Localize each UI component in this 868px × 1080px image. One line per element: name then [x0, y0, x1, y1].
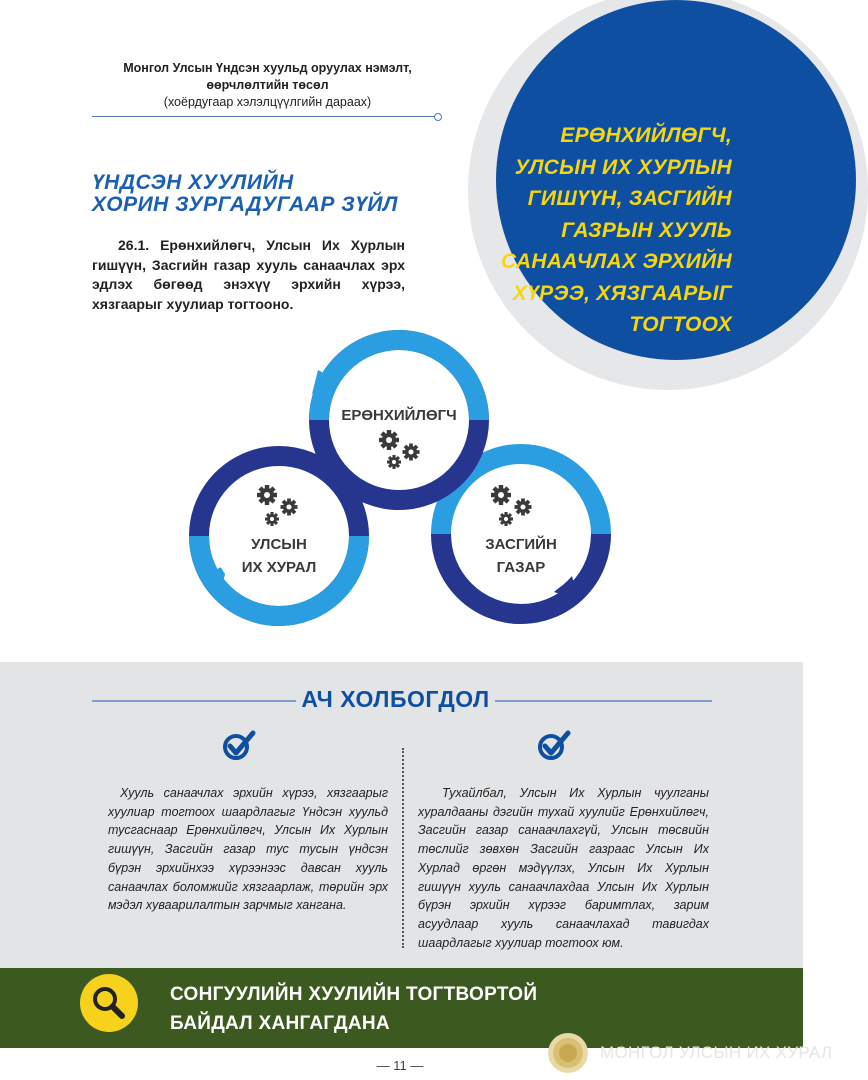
- label-government-line-2: ГАЗАР: [496, 559, 546, 576]
- banner-title: [170, 980, 537, 1038]
- watermark: МОНГОЛ УЛСЫН ИХ ХУРАЛ: [600, 1043, 833, 1062]
- article-title: [92, 172, 398, 216]
- label-government-line-1: ЗАСГИЙН: [485, 536, 557, 553]
- significance-right-text: Тухайлбал, Улсын Их Хурлын чуулганы хуралдааны дэгийн тухай хуулийг Ерөнхийлөгч, Засгийн газар санаачлахгүй, Улсын төсвийн төслийг зөвхөн Засгийн газраас Улсын Их Хурлад өргөн мэдүүлэх, Улсын Их Хурлын гишүүн хууль санаачлахдаа Улсын Их Хурлын бүрэн эрхийн хүрээг баримтлах, зарим асуудлаар хууль санаачлахад тавигдах шаардлагыг хуулиар тогтоох юм.: [418, 786, 709, 950]
- highlight-line: ГИШҮҮН, ЗАСГИЙН: [527, 187, 732, 210]
- banner-line-2: БАЙДАЛ ХАНГАГДАНА: [170, 1013, 390, 1034]
- significance-rule-left: [92, 700, 296, 702]
- banner-line-1: СОНГУУЛИЙН ХУУЛИЙН ТОГТВОРТОЙ: [170, 984, 538, 1005]
- label-president: ЕРӨНХИЙЛӨГЧ: [341, 407, 457, 424]
- significance-rule-right: [495, 700, 712, 702]
- header-line-3: (хоёрдугаар хэлэлцүүлгийн дараах): [163, 95, 372, 109]
- highlight-line: УЛСЫН ИХ ХУРЛЫН: [514, 155, 732, 179]
- checkmark-icon: [222, 728, 256, 762]
- highlight-line: ЕРӨНХИЙЛӨГЧ,: [560, 124, 732, 147]
- article-title-line-1: ҮНДСЭН ХУУЛИЙН: [92, 171, 294, 194]
- ring-right-center: [455, 468, 587, 600]
- article-body: 26.1. Ерөнхийлөгч, Улсын Их Хурлын гишүүн, Засгийн газар хууль санаачлах эрх эдлэх бөгөөд энэхүү эрхийн хүрээ, хязгаарыг хуулиар тогтооно.: [92, 237, 405, 312]
- column-divider: [402, 748, 404, 948]
- checkmark-icon: [537, 728, 571, 762]
- header-title: [95, 60, 440, 111]
- label-parliament-line-1: УЛСЫН: [251, 536, 307, 553]
- highlight-line: ГАЗРЫН ХУУЛЬ: [561, 218, 732, 242]
- parliament-seal-icon: [547, 1032, 589, 1074]
- powers-diagram: [180, 330, 620, 630]
- header-divider-dot: [434, 113, 442, 121]
- page-number: — 11 —: [376, 1058, 424, 1073]
- header-divider: [92, 116, 438, 117]
- highlight-line: САНААЧЛАХ ЭРХИЙН: [500, 250, 732, 273]
- significance-left-text: Хууль санаачлах эрхийн хүрээ, хязгаарыг хуулиар тогтоох шаардлагыг Үндсэн хуульд тусгаснаар Ерөнхийлөгч, Улсын Их Хурлын гишүүн, Засгийн газар тус тусын үндсэн бүрэн эрхийнхээ хүрээнээс давсан хууль санаачлах боломжийг хязгаарлаж, төрийн эрх мэдэл хуваарилалтын зарчмыг хангана.: [108, 786, 388, 913]
- article-title-line-2: ХОРИН ЗУРГАДУГААР ЗҮЙЛ: [92, 193, 398, 216]
- header-line-2: өөрчлөлтийн төсөл: [206, 78, 329, 92]
- label-parliament-line-2: ИХ ХУРАЛ: [241, 559, 317, 576]
- magnifier-icon: [89, 983, 129, 1023]
- header-line-1: Монгол Улсын Үндсэн хуульд оруулах нэмэлт,: [123, 61, 412, 75]
- highlight-text: [470, 120, 732, 341]
- significance-title: АЧ ХОЛБОГДОЛ: [301, 686, 490, 712]
- highlight-line: ТОГТООХ: [629, 313, 732, 336]
- highlight-line: ХҮРЭЭ, ХЯЗГААРЫГ: [512, 281, 732, 305]
